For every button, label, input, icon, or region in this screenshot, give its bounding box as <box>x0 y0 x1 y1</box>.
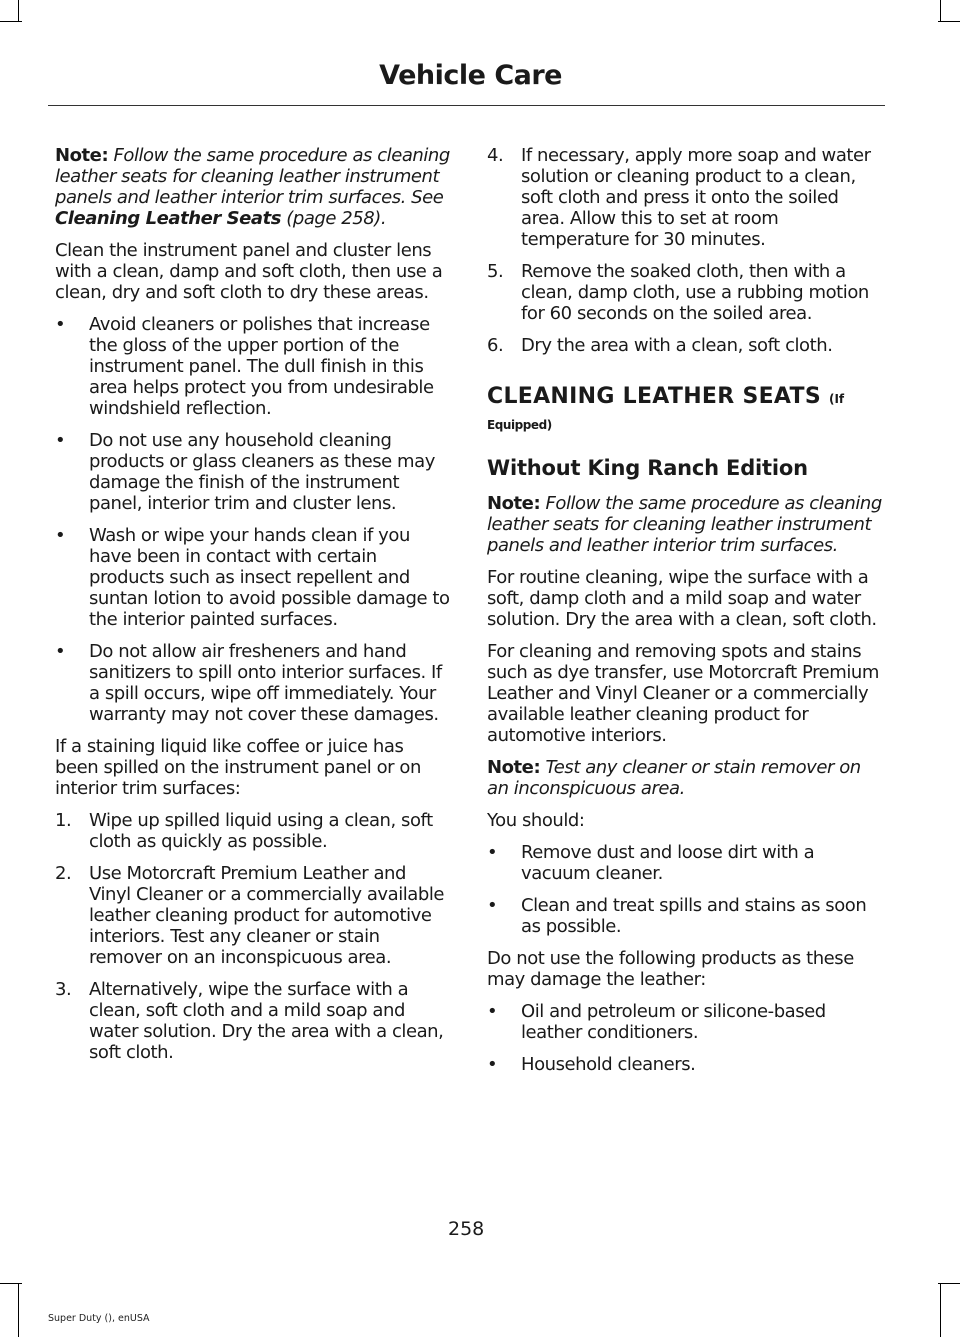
list-item: 4. If necessary, apply more soap and water solution or cleaning product to a clean, soft cloth and press it onto the soiled area. Allow this to set at room temperature for 30 minutes. <box>487 145 871 250</box>
footer-text: Super Duty (), enUSA <box>48 1313 150 1324</box>
numbered-list <box>55 810 450 1063</box>
page-header-title: Vehicle Care <box>379 60 562 91</box>
note-test-cleaner: Note: Test any cleaner or stain remover on an inconspicuous area. <box>487 757 861 799</box>
list-item: • Clean and treat spills and stains as soon as possible. <box>487 895 867 937</box>
header-divider <box>48 105 885 106</box>
paragraph: You should: <box>487 810 585 831</box>
crop-mark <box>938 21 960 22</box>
list-item: • Remove dust and loose dirt with a vacuum cleaner. <box>487 842 815 884</box>
bullet-list <box>487 842 882 937</box>
numbered-list <box>487 145 882 356</box>
left-column <box>55 145 450 1074</box>
list-item: • Do not allow air fresheners and hand sanitizers to spill onto interior surfaces. If a spill occurs, wipe off immediately. Your warranty may not cover these damages. <box>55 641 442 725</box>
paragraph: Do not use the following products as these may damage the leather: <box>487 948 854 990</box>
right-column <box>487 145 882 1086</box>
crop-mark <box>0 21 22 22</box>
list-item: 6. Dry the area with a clean, soft cloth. <box>487 335 833 356</box>
list-item: • Avoid cleaners or polishes that increase the gloss of the upper portion of the instrument panel. The dull finish in this area helps protect you from undesirable windshield reflection. <box>55 314 434 419</box>
crop-mark <box>940 0 941 22</box>
paragraph: For cleaning and removing spots and stains such as dye transfer, use Motorcraft Premium Leather and Vinyl Cleaner or a commercially available leather cleaning product for automotive interiors. <box>487 641 879 746</box>
note-same-procedure: Note: Follow the same procedure as cleaning leather seats for cleaning leather instrument panels and leather interior trim surfaces. <box>487 493 882 556</box>
page-reference[interactable]: (page 258) <box>281 208 381 229</box>
list-item: 2. Use Motorcraft Premium Leather and Vinyl Cleaner or a commercially available leather cleaning product for automotive interiors. Test any cleaner or stain remover on an inconspicuous area. <box>55 863 445 968</box>
crop-mark <box>938 1283 960 1284</box>
crop-mark <box>18 1283 19 1337</box>
crop-mark <box>0 1283 22 1284</box>
crop-mark <box>18 0 19 22</box>
crop-mark <box>940 1283 941 1337</box>
bullet-list <box>55 314 450 725</box>
section-heading-qualifier: Equipped) <box>487 418 552 432</box>
list-item: 5. Remove the soaked cloth, then with a clean, damp cloth, use a rubbing motion for 60 seconds on the soiled area. <box>487 261 869 324</box>
note-instrument-panel: Note: Follow the same procedure as cleaning leather seats for cleaning leather instrument panels and leather interior trim surfaces. See Cleaning Leather Seats (page 258). <box>55 145 450 229</box>
list-item: • Wash or wipe your hands clean if you have been in contact with certain products such as insect repellent and suntan lotion to avoid possible damage to the interior painted surfaces. <box>55 525 450 630</box>
cross-reference-link[interactable]: Cleaning Leather Seats <box>55 208 282 229</box>
list-item: 1. Wipe up spilled liquid using a clean, soft cloth as quickly as possible. <box>55 810 433 852</box>
paragraph: If a staining liquid like coffee or juice has been spilled on the instrument panel or on interior trim surfaces: <box>55 736 421 799</box>
page-number: 258 <box>448 1218 485 1240</box>
list-item: • Household cleaners. <box>487 1054 696 1075</box>
list-item: • Do not use any household cleaning products or glass cleaners as these may damage the finish of the instrument panel, interior trim and cluster lens. <box>55 430 435 514</box>
paragraph: For routine cleaning, wipe the surface with a soft, damp cloth and a mild soap and water solution. Dry the area with a clean, soft cloth. <box>487 567 877 630</box>
subsection-heading: Without King Ranch Edition <box>487 456 808 480</box>
list-item: 3. Alternatively, wipe the surface with a clean, soft cloth and a mild soap and water solution. Dry the area with a clean, soft cloth. <box>55 979 444 1063</box>
bullet-list <box>487 1001 882 1075</box>
list-item: • Oil and petroleum or silicone-based leather conditioners. <box>487 1001 826 1043</box>
section-heading: CLEANING LEATHER SEATS (If <box>487 384 845 409</box>
paragraph: Clean the instrument panel and cluster lens with a clean, damp and soft cloth, then use a clean, dry and soft cloth to dry these areas. <box>55 240 443 303</box>
